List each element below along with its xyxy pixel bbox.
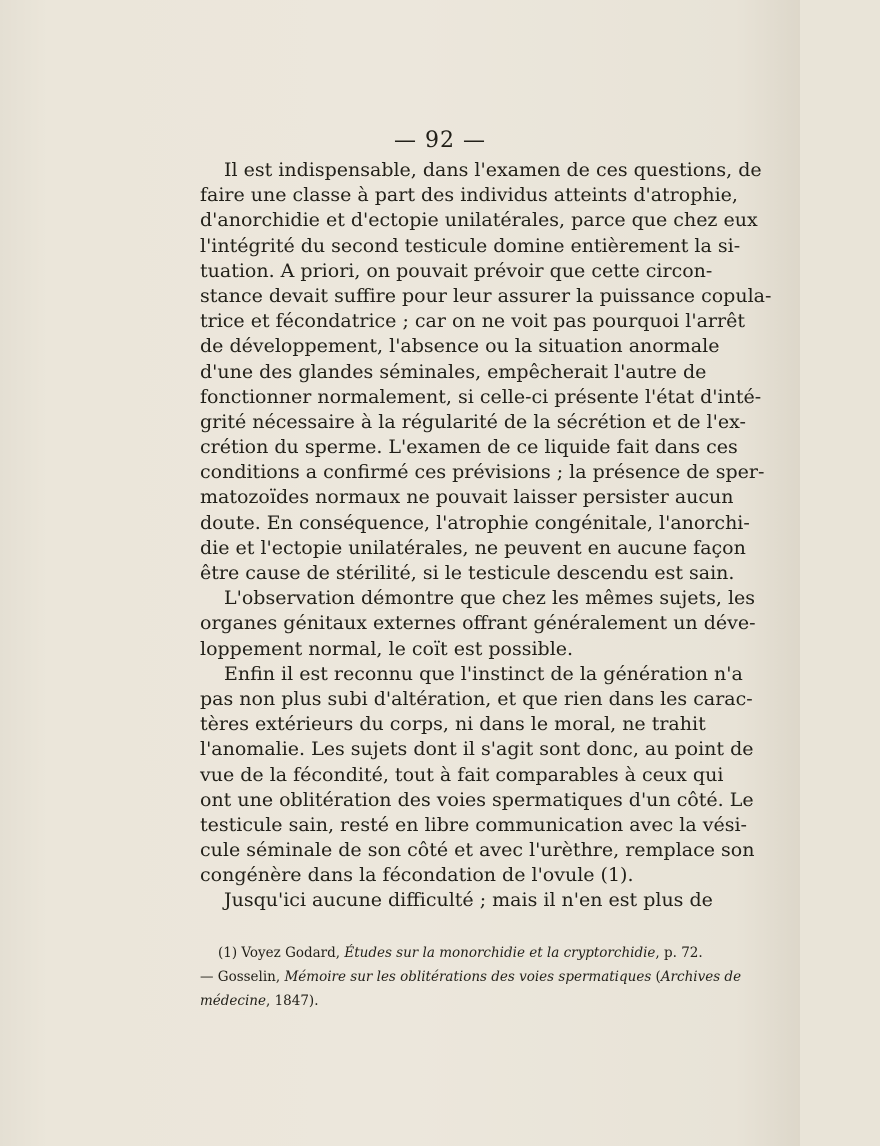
- text-line: tuation. A priori, on pouvait prévoir que cette circon-: [200, 259, 713, 282]
- footnote-text: , 1847).: [265, 993, 319, 1009]
- text-line: faire une classe à part des individus atteints d'atrophie,: [200, 184, 738, 207]
- text-line: ont une oblitération des voies spermatiques d'un côté. Le: [200, 788, 754, 811]
- text-line: Jusqu'ici aucune difficulté ; mais il n'en est plus de: [224, 889, 713, 912]
- text-line: Il est indispensable, dans l'examen de ces questions, de: [224, 159, 762, 181]
- footnote-journal: Archives de: [660, 969, 742, 985]
- text-line: tères extérieurs du corps, ni dans le moral, ne trahit: [200, 713, 706, 736]
- text-line: stance devait suffire pour leur assurer la puissance copula-: [200, 284, 772, 307]
- text-line: conditions a confirmé ces prévisions ; la présence de sper-: [200, 461, 765, 484]
- footnote-line: [200, 965, 742, 989]
- text-line: l'intégrité du second testicule domine entièrement la si-: [200, 234, 741, 257]
- text-line: trice et fécondatrice ; car on ne voit pas pourquoi l'arrêt: [200, 310, 745, 333]
- text-line: die et l'ectopie unilatérales, ne peuvent en aucune façon: [200, 536, 746, 559]
- text-line: congénère dans la fécondation de l'ovule (1).: [200, 864, 634, 887]
- text-line: L'observation démontre que chez les mêmes sujets, les: [224, 587, 756, 610]
- footnote-text: (: [651, 969, 661, 985]
- text-line: matozoïdes normaux ne pouvait laisser persister aucun: [200, 486, 734, 509]
- page-number: — 92 —: [394, 128, 486, 153]
- text-line: doute. En conséquence, l'atrophie congénitale, l'anorchi-: [200, 511, 750, 534]
- text-line: organes génitaux externes offrant généralement un déve-: [200, 612, 756, 635]
- footnote-title: Mémoire sur les oblitérations des voies spermatiques: [284, 969, 652, 985]
- text-line: être cause de stérilité, si le testicule descendu est sain.: [200, 562, 735, 584]
- text-line: testicule sain, resté en libre communication avec la vési-: [200, 813, 747, 836]
- footnote-line: [200, 989, 682, 1013]
- text-line: grité nécessaire à la régularité de la sécrétion et de l'ex-: [200, 410, 746, 433]
- footnotes: [200, 941, 742, 1013]
- text-line: loppement normal, le coït est possible.: [200, 637, 574, 660]
- text-line: fonctionner normalement, si celle-ci présente l'état d'inté-: [200, 385, 762, 408]
- text-line: vue de la fécondité, tout à fait comparables à ceux qui: [200, 763, 724, 786]
- footnote-text: — Gosselin,: [200, 969, 285, 985]
- text-line: d'une des glandes séminales, empêcherait l'autre de: [200, 360, 707, 383]
- text-line: pas non plus subi d'altération, et que rien dans les carac-: [200, 687, 753, 710]
- text-line: cule séminale de son côté et avec l'urèthre, remplace son: [200, 839, 755, 862]
- footnote-text: , p. 72.: [655, 945, 703, 961]
- footnote-line: [200, 941, 703, 965]
- text-line: d'anorchidie et d'ectopie unilatérales, parce que chez eux: [200, 209, 758, 232]
- footnote-text: (1) Voyez Godard,: [218, 945, 345, 961]
- text-line: crétion du sperme. L'examen de ce liquide fait dans ces: [200, 436, 738, 459]
- footnote-journal: médecine: [200, 993, 266, 1009]
- text-line: de développement, l'absence ou la situation anormale: [200, 335, 720, 358]
- text-line: Enfin il est reconnu que l'instinct de la génération n'a: [224, 662, 743, 685]
- body-text: [200, 158, 772, 914]
- footnote-title: Études sur la monorchidie et la cryptorchidie: [344, 945, 656, 961]
- text-line: l'anomalie. Les sujets dont il s'agit sont donc, au point de: [200, 738, 754, 761]
